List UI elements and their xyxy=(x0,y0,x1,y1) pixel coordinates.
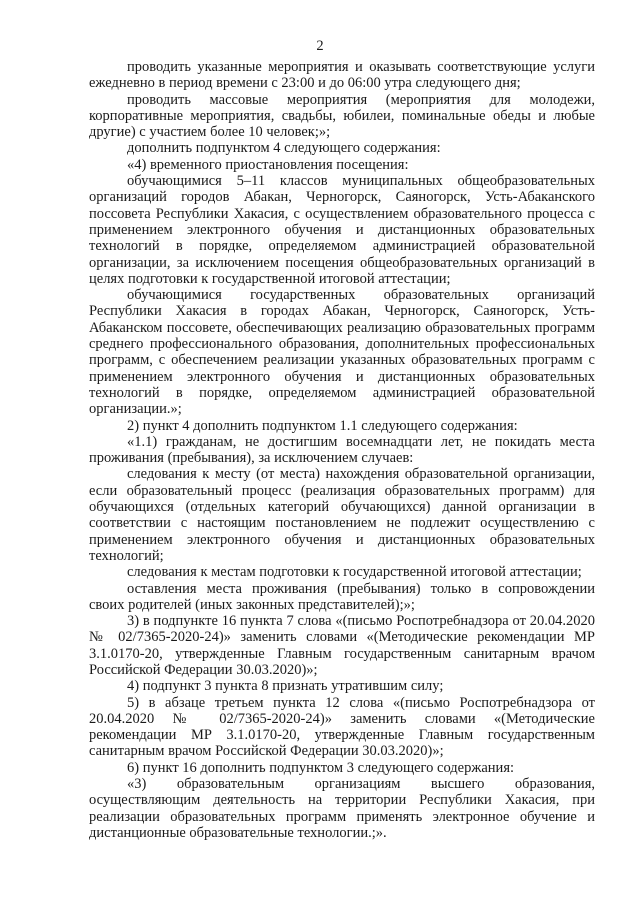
paragraph: обучающимися 5–11 классов муниципальных общеобразовательных организаций городов Абакан, Черногорск, Саяногорск, Усть-Абаканского поссовета Республики Хакасия, с осуществлением образовательного процесса с применением электронного обучения и дистанционных образовательных технологий в порядке, определяемом администрацией образовательной организации, за исключением посещения общеобразовательных организаций в целях подготовки к государственной итоговой аттестации; xyxy=(89,173,595,287)
page-number: 2 xyxy=(316,38,324,54)
paragraph: оставления места проживания (пребывания) только в сопровождении своих родителей (иных законных представителей);»; xyxy=(89,580,595,613)
paragraph: следования к местам подготовки к государственной итоговой аттестации; xyxy=(127,564,582,581)
paragraph: «4) временного приостановления посещения: xyxy=(127,156,409,173)
paragraph: «3) образовательным организациям высшего образования, осуществляющим деятельность на территории Республики Хакасия, при реализации образовательных программ применять электронное обучение и дистанционные образовательные технологии.;». xyxy=(89,776,595,841)
paragraph: «1.1) гражданам, не достигшим восемнадцати лет, не покидать места проживания (пребывания), за исключением случаев: xyxy=(89,433,595,467)
paragraph: проводить указанные мероприятия и оказывать соответствующие услуги ежедневно в период времени с 23:00 и до 06:00 утра следующего дня; xyxy=(89,59,595,92)
paragraph: дополнить подпунктом 4 следующего содержания: xyxy=(127,140,441,157)
paragraph: 4) подпункт 3 пункта 8 признать утратившим силу; xyxy=(127,678,444,695)
paragraph: 2) пункт 4 дополнить подпунктом 1.1 следующего содержания: xyxy=(127,417,518,434)
document-body xyxy=(89,59,595,841)
paragraph: проводить массовые мероприятия (мероприятия для молодежи, корпоративные мероприятия, свадьбы, юбилеи, поминальные обеды и любые другие) с участием более 10 человек;»; xyxy=(89,91,595,141)
paragraph: 5) в абзаце третьем пункта 12 слова «(письмо Роспотребнадзора от 20.04.2020 № 02/7365-2020-24)» заменить словами «(Методические рекомендации МР 3.1.0170-20, утвержденные Главным государственным санитарным врачом Российской Федерации 30.03.2020)»; xyxy=(89,694,595,760)
paragraph: обучающимися государственных образовательных организаций Республики Хакасия в городах Абакан, Черногорск, Саяногорск, Усть-Абаканском поссовете, обеспечивающих реализацию образовательных программ среднего профессионального образования, дополнительных профессиональных программ, с обеспечением реализации указанных образовательных программ с применением электронного обучения и дистанционных образовательных технологий в порядке, определяемом администрацией образовательной организации.»; xyxy=(89,287,595,418)
paragraph: 3) в подпункте 16 пункта 7 слова «(письмо Роспотребнадзора от 20.04.2020 № 02/7365-2020-24)» заменить словами «(Методические рекомендации МР 3.1.0170-20, утвержденные Главным государственным санитарным врачом Российской Федерации 30.03.2020)»; xyxy=(89,613,595,678)
paragraph: следования к месту (от места) нахождения образовательной организации, если образовательный процесс (реализация образовательных программ) для обучающихся (отдельных категорий обучающихся) данной организации в соответствии с настоящим постановлением не подлежит осуществлению с применением электронного обучения и дистанционных образовательных технологий; xyxy=(89,466,595,564)
paragraph: 6) пункт 16 дополнить подпунктом 3 следующего содержания: xyxy=(127,759,515,776)
